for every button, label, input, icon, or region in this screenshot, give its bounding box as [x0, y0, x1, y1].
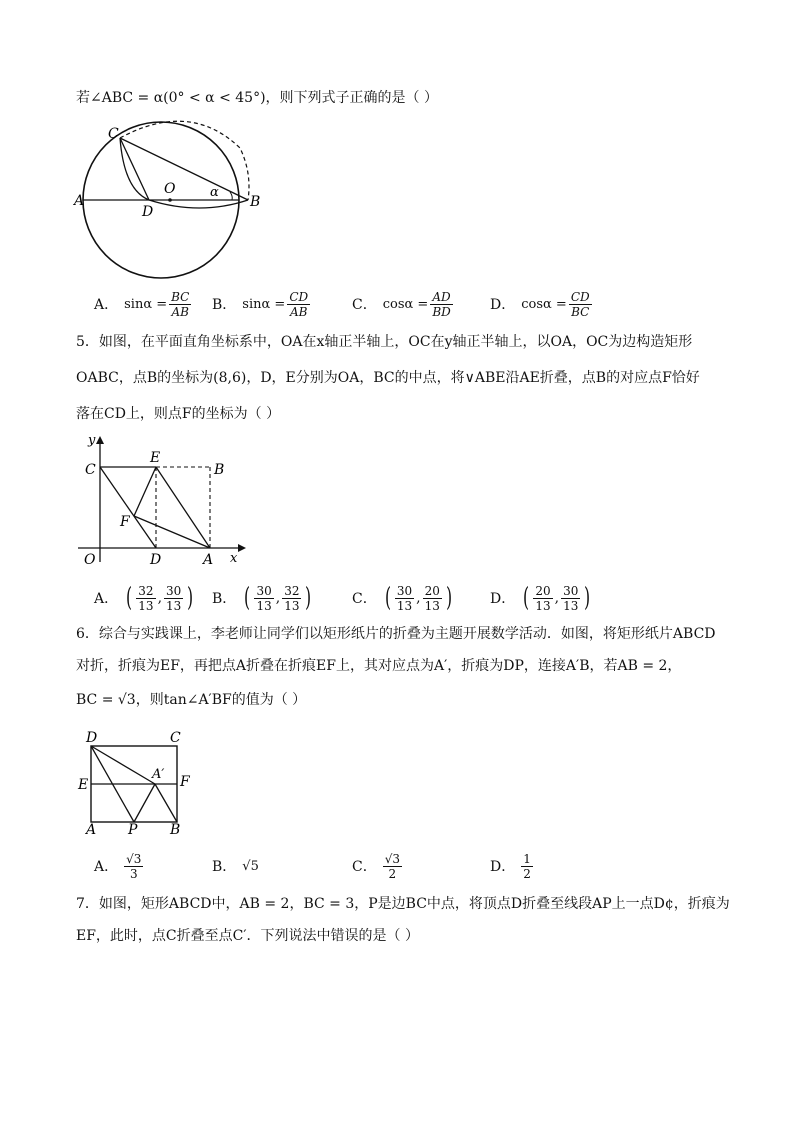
label-O: O — [164, 181, 176, 197]
q6-options — [94, 848, 714, 884]
label-A: A — [74, 193, 85, 209]
q5-option-d[interactable]: D． ( $\frac{20}{13}$ , $\frac{30}{13}$ ) — [490, 583, 591, 613]
q6-line-2: 对折，折痕为EF，再把点A折叠在折痕EF上，其对应点为A′，折痕为DP，连接A′B，若AB = 2， — [76, 658, 682, 674]
q4-option-d[interactable]: D． cosα = $\frac{CD}{BC}$ — [490, 289, 590, 319]
label-A: A — [203, 552, 214, 568]
label-C: C — [85, 462, 96, 478]
q7-line-1: 7．如图，矩形ABCD中，AB = 2，BC = 3，P是边BC中点，将顶点D折叠至线段AP上一点D¢，折痕为 — [76, 896, 730, 912]
label-B: B — [214, 462, 225, 478]
q4-figure — [70, 118, 290, 283]
q4-options — [94, 286, 714, 322]
label-O: O — [84, 552, 96, 568]
q6-option-d[interactable]: D． $\frac{1}{2}$ — [490, 851, 531, 881]
label-A: A — [86, 822, 97, 838]
label-x: x — [230, 551, 238, 566]
q5-line-2: OABC，点B的坐标为(8,6)，D，E分别为OA，BC的中点，将∨ABE沿AE折叠，点B的对应点F恰好 — [76, 370, 700, 386]
label-E: E — [150, 450, 161, 466]
q5-line-3: 落在CD上，则点F的坐标为（ ） — [76, 406, 281, 422]
label-P: P — [128, 822, 138, 838]
q5-line-1: 5．如图，在平面直角坐标系中，OA在x轴正半轴上，OC在y轴正半轴上，以OA，OC为边构造矩形 — [76, 334, 693, 350]
label-C: C — [170, 730, 181, 746]
q6-figure — [76, 726, 206, 838]
label-A1: A′ — [152, 767, 165, 782]
q5-figure — [76, 432, 256, 572]
q4-option-c[interactable]: C． cosα = $\frac{AD}{BD}$ — [352, 289, 451, 319]
q6-option-a[interactable]: A． $\frac{√3}{3}$ — [94, 851, 142, 881]
q4-stem: 若∠ABC = α(0° < α < 45°)，则下列式子正确的是（ ） — [76, 90, 438, 106]
label-F: F — [180, 774, 190, 790]
q6-option-c[interactable]: C． $\frac{√3}{2}$ — [352, 851, 400, 881]
q5-options — [94, 580, 714, 616]
label-C: C — [108, 126, 119, 142]
label-B: B — [170, 822, 181, 838]
q6-line-1: 6．综合与实践课上，李老师让同学们以矩形纸片的折叠为主题开展数学活动．如图，将矩形纸片ABCD — [76, 626, 716, 642]
q6-option-b[interactable]: B． √5 — [212, 858, 259, 875]
label-F: F — [120, 514, 130, 530]
label-B: B — [250, 194, 261, 210]
label-D: D — [142, 204, 154, 220]
q4-option-a[interactable]: A． sinα = $\frac{BC}{AB}$ — [94, 289, 190, 319]
q5-option-a[interactable]: A． ( $\frac{32}{13}$ , $\frac{30}{13}$ ) — [94, 583, 194, 613]
label-D: D — [150, 552, 162, 568]
q7-line-2: EF，此时，点C折叠至点C′．下列说法中错误的是（ ） — [76, 928, 419, 944]
q5-option-c[interactable]: C． ( $\frac{30}{13}$ , $\frac{20}{13}$ ) — [352, 583, 453, 613]
q5-option-b[interactable]: B． ( $\frac{30}{13}$ , $\frac{32}{13}$ ) — [212, 583, 312, 613]
label-alpha: α — [210, 185, 219, 200]
label-E: E — [78, 777, 89, 793]
q6-line-3: BC = √3，则tan∠A′BF的值为（ ） — [76, 692, 307, 708]
q4-option-b[interactable]: B． sinα = $\frac{CD}{AB}$ — [212, 289, 309, 319]
label-y: y — [88, 433, 96, 448]
label-D: D — [86, 730, 98, 746]
